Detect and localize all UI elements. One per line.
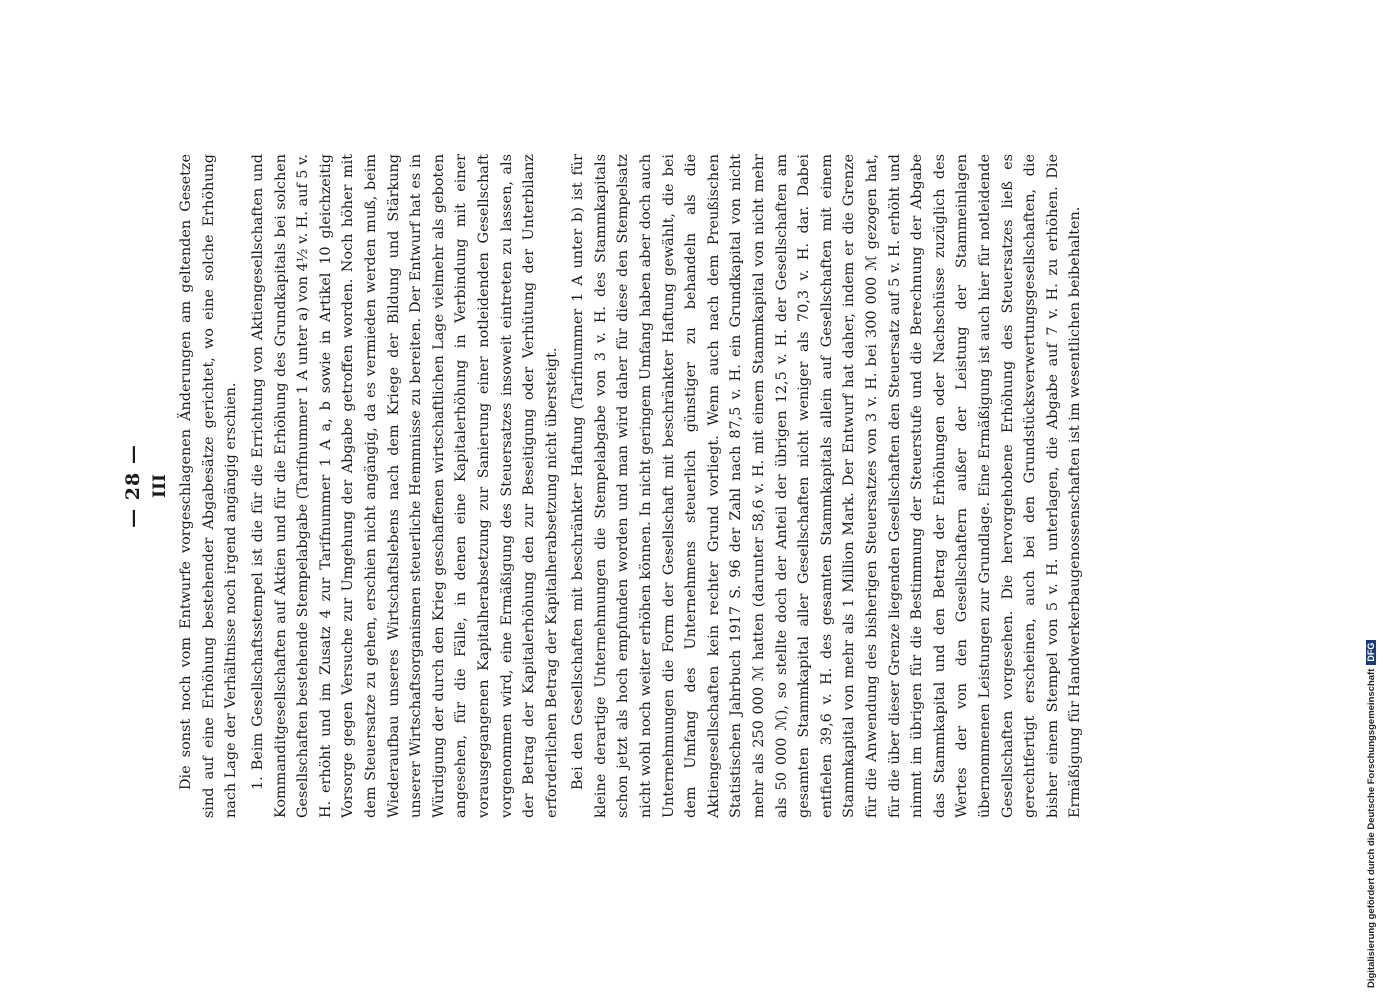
section-heading: III xyxy=(149,474,170,498)
paragraph-gmbh: Bei den Gesellschaften mit beschränkter Haftung (Tarifnummer 1 A unter b) ist für kleine derartige Unternehmungen die Stempelabgabe von 3 v. H. des Stammkapitals schon jetzt als hoch empfunden worden und man wird daher für diese den Stempelsatz nicht wohl noch weiter erhöhen können. In nicht geringem Umfang haben aber doch auch Unternehmungen die Form der Gesellschaft mit beschränkter Haftung gewählt, die bei dem Umfang des Unternehmens steuerlich günstiger zu behandeln als die Aktiengesellschaften kein rechter Grund vorliegt. Wenn auch nach dem Preußischen Statistischen Jahrbuch 1917 S. 96 der Zahl nach 87,5 v. H. ein Grundkapital von nicht mehr als 250 000 ℳ hatten (darunter 58,6 v. H. mit einem Stammkapital von nicht mehr als 50 000 ℳ), so stellte doch der Anteil der übrigen 12,5 v. H. der Gesellschaften am gesamten Stammkapital aller Gesellschaften nicht weniger als 70,3 v. H. dar. Dabei entfielen 39,6 v. H. des gesamten Stammkapitals allein auf Gesellschaften mit einem Stammkapital von mehr als 1 Million Mark. Der Entwurf hat daher, indem er die Grenze für die Anwendung des bisherigen Steuersatzes von 3 v. H. bei 300 000 ℳ gezogen hat, für die über dieser Grenze liegenden Gesellschaften den Steuersatz auf 5 v. H. erhöht und nimmt im übrigen für die Bestimmung der Steuerstufe und die Berechnung der Abgabe das Stammkapital und den Betrag der Erhöhungen oder Nachschüsse zuzüglich des Wertes der von den Gesellschaftern außer der Leistung der Stammeinlagen übernommenen Leistungen zur Grundlage. Eine Ermäßigung ist auch hier für notleidende Gesellschaften vorgesehen. Die hervorgehobene Erhöhung des Steuersatzes ließ es gerechtfertigt erscheinen, auch bei den Grundstücksverwertungsgesellschaften, die bisher einem Stempel von 5 v. H. unterlagen, die Abgabe auf 7 v. H. zu erhöhen. Die Ermäßigung für Handwerkerbaugenossenschaften ist im wesentlichen beibehalten. xyxy=(570,154,1084,818)
page-number: — 28 — xyxy=(122,444,144,528)
rotated-page-content xyxy=(122,154,1091,818)
dfg-attribution xyxy=(1366,640,1377,988)
paragraph-intro: Die sonst noch vom Entwurfe vorgeschlagenen Änderungen am geltenden Gesetze sind auf eine Erhöhung bestehender Abgabesätze gerichtet, wo eine solche Erhöhung nach Lage der Verhältnisse noch irgend angängig erschien. xyxy=(178,154,240,818)
paragraph-gesellschaftsstempel: 1. Beim Gesellschaftsstempel ist die für die Errichtung von Aktiengesellschaften und Kommanditgesellschaften auf Aktien und für die Erhöhung des Grundkapitals bei solchen Gesellschaften bestehende Stempelabgabe (Tarifnummer 1 A unter a) von 4½ v. H. auf 5 v. H. erhöht und im Zusatz 4 zur Tarifnummer 1 A a, b sowie in Artikel 10 gleichzeitig Vorsorge gegen Versuche zur Umgehung der Abgabe getroffen worden. Noch höher mit dem Steuersatze zu gehen, erschien nicht angängig, da es vermieden werden muß, beim Wiederaufbau unseres Wirtschaftslebens nach dem Kriege der Bildung und Stärkung unserer Wirtschaftsorganismen steuerliche Hemmnisse zu bereiten. Der Entwurf hat es in Würdigung der durch den Krieg geschaffenen wirtschaftlichen Lage vielmehr als geboten angesehen, für die Fälle, in denen eine Kapitalerhöhung in Verbindung mit einer vorausgegangenen Kapitalherabsetzung zur Sanierung einer notleidenden Gesellschaft vorgenommen wird, eine Ermäßigung des Steuersatzes insoweit eintreten zu lassen, als der Betrag der Kapitalerhöhung den zur Beseitigung oder Verhütung der Unterbilanz erforderlichen Betrag der Kapitalherabsetzung nicht übersteigt. xyxy=(249,154,560,818)
dfg-logo: DFG xyxy=(1366,640,1376,665)
dfg-attribution-text: Digitalisierung gefördert durch die Deutsche Forschungsgemeinschaft xyxy=(1366,668,1377,988)
